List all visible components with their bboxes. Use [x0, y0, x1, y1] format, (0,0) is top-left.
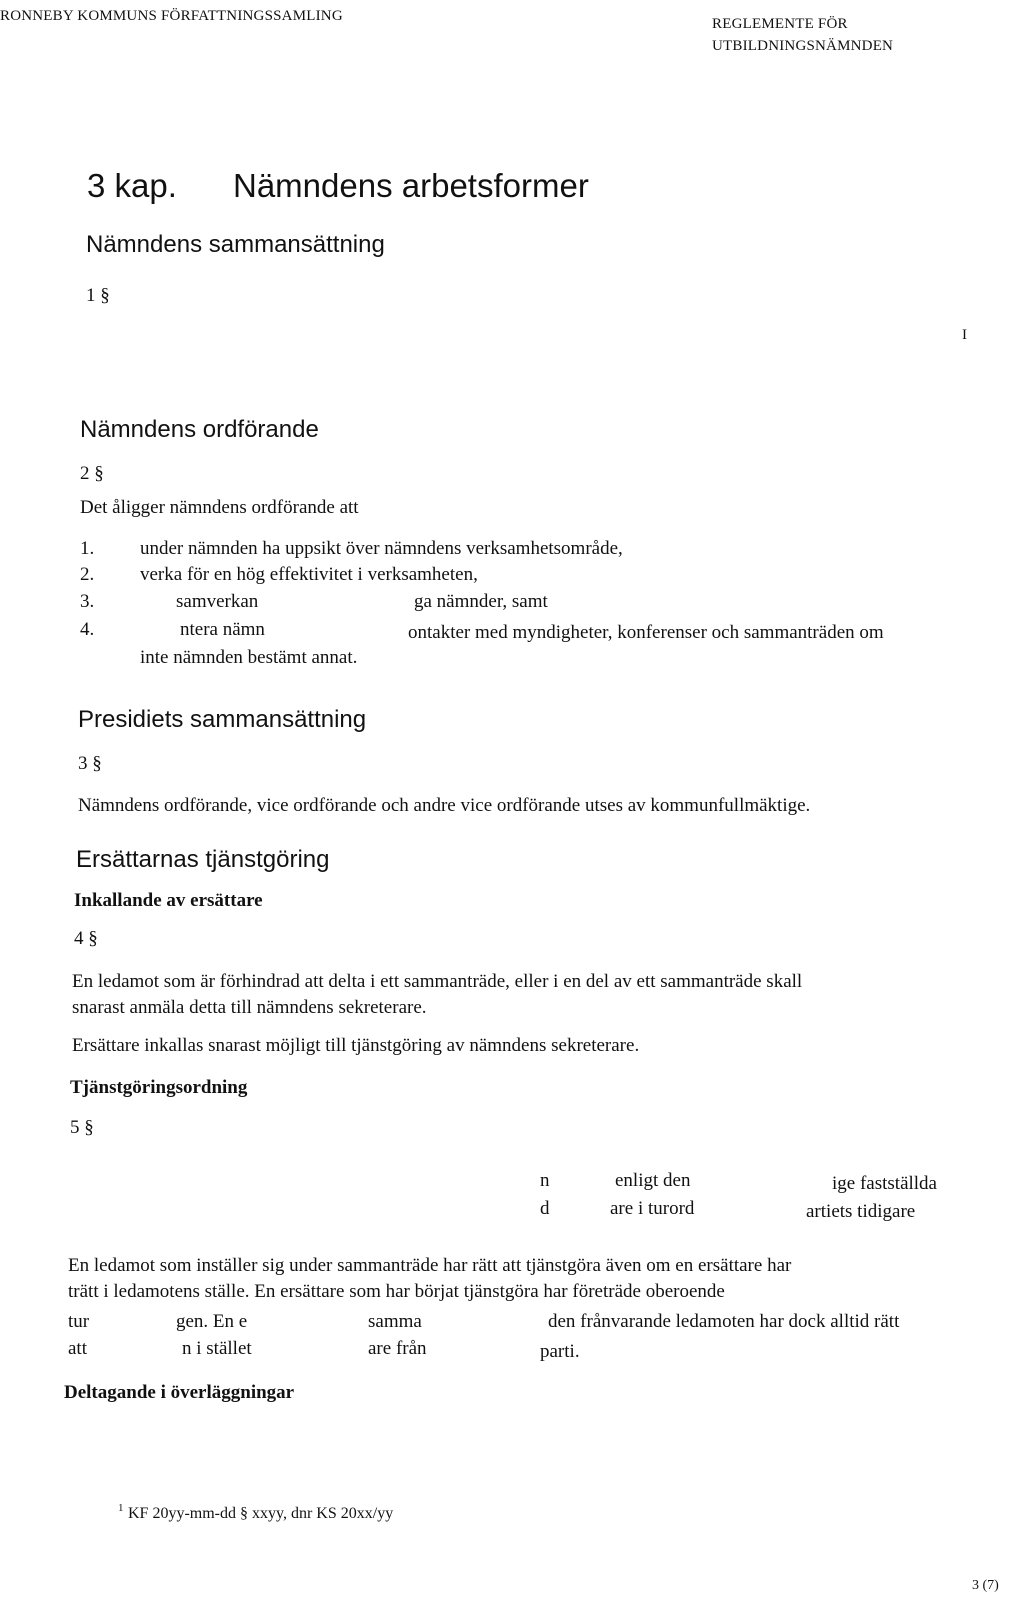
- collection-title: RONNEBY KOMMUNS FÖRFATTNINGSSAMLING: [0, 8, 343, 24]
- service-order-text-line: En ledamot som inställer sig under sammanträde har rätt att tjänstgöra även om en ersättare har: [68, 1255, 792, 1276]
- list-item-text: verka för en hög effektivitet i verksamheten,: [140, 564, 478, 585]
- text-fragment: n: [540, 1170, 550, 1191]
- list-item-number: 1.: [80, 538, 95, 559]
- text-fragment: ige fastställda: [832, 1173, 937, 1194]
- list-item: [80, 591, 140, 613]
- presidium-text: Nämndens ordförande, vice ordförande och andre vice ordförande utses av kommunfullmäktige.: [78, 795, 811, 816]
- paragraph-marker-1: 1 §: [86, 285, 110, 306]
- section-heading-substitutes: Ersättarnas tjänstgöring: [76, 846, 330, 873]
- list-item-text: under nämnden ha uppsikt över nämndens verksamhetsområde,: [140, 538, 623, 559]
- section-heading-chair: Nämndens ordförande: [80, 416, 319, 443]
- text-fragment: parti.: [540, 1341, 580, 1362]
- service-order-text-line: trätt i ledamotens ställe. En ersättare som har börjat tjänstgöra har företräde oberoende: [68, 1281, 725, 1302]
- substitutes-text-line: En ledamot som är förhindrad att delta i ett sammanträde, eller i en del av ett sammanträde skall: [72, 971, 803, 992]
- document-board: UTBILDNINGSNÄMNDEN: [712, 38, 894, 54]
- list-item-fragment: ga nämnder, samt: [414, 591, 548, 612]
- text-fragment: att: [68, 1338, 87, 1359]
- text-fragment: gen. En e: [176, 1311, 248, 1332]
- list-item-fragment: ontakter med myndigheter, konferenser och sammanträden om: [408, 622, 884, 643]
- paragraph-marker-2: 2 §: [80, 463, 104, 484]
- subheading-service-order: Tjänstgöringsordning: [70, 1077, 248, 1098]
- chair-duties-intro: Det åligger nämndens ordförande att: [80, 497, 359, 518]
- text-fragment: tur: [68, 1311, 90, 1332]
- page-number: 3 (7): [972, 1578, 999, 1593]
- substitutes-text-line: Ersättare inkallas snarast möjligt till tjänstgöring av nämndens sekreterare.: [72, 1035, 640, 1056]
- section-heading-presidium: Presidiets sammansättning: [78, 706, 367, 733]
- list-item-fragment: ntera nämn: [180, 619, 265, 640]
- section-heading-composition: Nämndens sammansättning: [86, 231, 385, 258]
- text-fragment: artiets tidigare: [806, 1201, 916, 1222]
- text-fragment: den frånvarande ledamoten har dock alltid rätt: [548, 1311, 900, 1332]
- text-fragment: n i stället: [182, 1338, 252, 1359]
- text-fragment: are från: [368, 1338, 427, 1359]
- stray-mark: I: [962, 327, 967, 343]
- text-fragment: enligt den: [615, 1170, 691, 1191]
- subheading-calling-substitutes: Inkallande av ersättare: [74, 890, 263, 911]
- text-fragment: d: [540, 1198, 550, 1219]
- list-item: [80, 564, 478, 586]
- document-type: REGLEMENTE FÖR: [712, 16, 848, 32]
- chapter-number: 3 kap.: [87, 167, 177, 204]
- list-item: [80, 538, 623, 560]
- footnote-mark: 1: [118, 1502, 124, 1514]
- substitutes-text-line: snarast anmäla detta till nämndens sekreterare.: [72, 997, 427, 1018]
- text-fragment: are i turord: [610, 1198, 695, 1219]
- footnote-text: KF 20yy-mm-dd § xxyy, dnr KS 20xx/yy: [128, 1505, 394, 1522]
- list-item-number: 2.: [80, 564, 95, 585]
- text-fragment: samma: [368, 1311, 422, 1332]
- list-item-number: 4.: [80, 619, 95, 640]
- list-item-fragment: samverkan: [176, 591, 259, 612]
- paragraph-marker-5: 5 §: [70, 1117, 94, 1138]
- chapter-title: Nämndens arbetsformer: [233, 167, 589, 204]
- paragraph-marker-4: 4 §: [74, 928, 98, 949]
- paragraph-marker-3: 3 §: [78, 753, 102, 774]
- list-item-number: 3.: [80, 591, 95, 612]
- subheading-deliberations: Deltagande i överläggningar: [64, 1382, 295, 1403]
- list-item: [80, 619, 140, 641]
- list-item-continuation: inte nämnden bestämt annat.: [140, 647, 358, 668]
